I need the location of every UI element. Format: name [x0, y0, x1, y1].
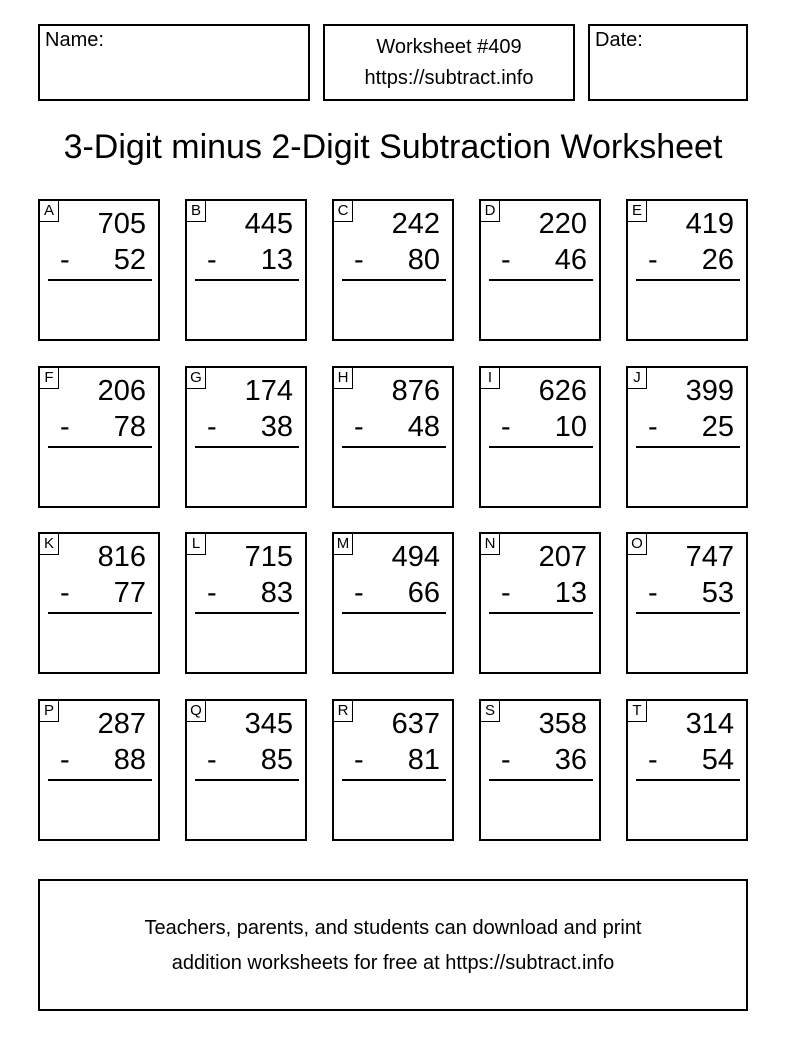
problem-card — [626, 699, 748, 841]
minus-sign: - — [207, 744, 217, 776]
answer-line — [636, 279, 740, 281]
minus-sign: - — [60, 244, 70, 276]
answer-line — [195, 279, 299, 281]
footer-line-1: Teachers, parents, and students can download and print — [144, 917, 642, 939]
problem-card — [626, 199, 748, 341]
problem-letter: M — [333, 533, 353, 555]
answer-line — [636, 612, 740, 614]
answer-line — [636, 779, 740, 781]
minuend: 747 — [685, 541, 734, 573]
minus-sign: - — [648, 577, 658, 609]
worksheet-title: 3-Digit minus 2-Digit Subtraction Worksheet — [63, 128, 723, 166]
minuend: 445 — [244, 208, 293, 240]
problem-card — [185, 366, 307, 508]
minus-sign: - — [354, 577, 364, 609]
subtrahend: 46 — [554, 244, 587, 276]
problem-card — [479, 366, 601, 508]
subtrahend: 77 — [113, 577, 146, 609]
minuend: 626 — [538, 375, 587, 407]
minus-sign: - — [501, 744, 511, 776]
problem-letter: K — [39, 533, 59, 555]
worksheet-number: Worksheet #409 — [376, 36, 522, 58]
subtrahend: 78 — [113, 411, 146, 443]
name-field-box[interactable] — [38, 24, 310, 101]
answer-line — [195, 779, 299, 781]
subtrahend: 53 — [701, 577, 734, 609]
answer-line — [342, 279, 446, 281]
problem-letter: F — [39, 367, 59, 389]
minuend: 715 — [244, 541, 293, 573]
minuend: 816 — [97, 541, 146, 573]
subtrahend: 10 — [554, 411, 587, 443]
minuend: 314 — [685, 708, 734, 740]
minus-sign: - — [60, 744, 70, 776]
answer-line — [48, 446, 152, 448]
subtrahend: 48 — [407, 411, 440, 443]
problem-card — [479, 699, 601, 841]
problem-card — [332, 366, 454, 508]
answer-line — [489, 446, 593, 448]
problem-letter: Q — [186, 700, 206, 722]
subtrahend: 25 — [701, 411, 734, 443]
subtrahend: 26 — [701, 244, 734, 276]
answer-line — [489, 612, 593, 614]
problem-card — [38, 532, 160, 674]
answer-line — [48, 612, 152, 614]
problem-letter: C — [333, 200, 353, 222]
subtrahend: 54 — [701, 744, 734, 776]
problem-letter: L — [186, 533, 206, 555]
answer-line — [342, 446, 446, 448]
minuend: 242 — [391, 208, 440, 240]
problem-letter: N — [480, 533, 500, 555]
answer-line — [342, 612, 446, 614]
minus-sign: - — [207, 577, 217, 609]
subtrahend: 13 — [260, 244, 293, 276]
minus-sign: - — [207, 244, 217, 276]
problem-card — [38, 199, 160, 341]
problem-card — [479, 532, 601, 674]
problem-card — [185, 699, 307, 841]
worksheet-url: https://subtract.info — [364, 67, 534, 89]
problem-card — [185, 532, 307, 674]
subtrahend: 13 — [554, 577, 587, 609]
answer-line — [489, 279, 593, 281]
minuend: 206 — [97, 375, 146, 407]
subtrahend: 80 — [407, 244, 440, 276]
problem-letter: P — [39, 700, 59, 722]
minus-sign: - — [207, 411, 217, 443]
problem-card — [38, 699, 160, 841]
footer-line-2: addition worksheets for free at https://subtract.info — [171, 952, 615, 974]
minus-sign: - — [501, 577, 511, 609]
problem-card — [185, 199, 307, 341]
minuend: 345 — [244, 708, 293, 740]
minuend: 705 — [97, 208, 146, 240]
subtrahend: 52 — [113, 244, 146, 276]
minuend: 287 — [97, 708, 146, 740]
minuend: 358 — [538, 708, 587, 740]
answer-line — [195, 446, 299, 448]
problem-card — [479, 199, 601, 341]
date-field-box[interactable] — [588, 24, 748, 101]
worksheet-info-box — [323, 24, 575, 101]
problem-letter: B — [186, 200, 206, 222]
minuend: 174 — [244, 375, 293, 407]
minuend: 419 — [685, 208, 734, 240]
minuend: 207 — [538, 541, 587, 573]
problem-card — [38, 366, 160, 508]
footer-box — [38, 879, 748, 1011]
problem-letter: A — [39, 200, 59, 222]
problem-letter: T — [627, 700, 647, 722]
subtrahend: 83 — [260, 577, 293, 609]
problem-letter: J — [627, 367, 647, 389]
subtrahend: 81 — [407, 744, 440, 776]
problem-letter: S — [480, 700, 500, 722]
problem-letter: D — [480, 200, 500, 222]
minus-sign: - — [60, 577, 70, 609]
subtrahend: 85 — [260, 744, 293, 776]
problem-letter: E — [627, 200, 647, 222]
minuend: 494 — [391, 541, 440, 573]
answer-line — [342, 779, 446, 781]
minus-sign: - — [60, 411, 70, 443]
minus-sign: - — [648, 411, 658, 443]
subtrahend: 88 — [113, 744, 146, 776]
name-label: Name: — [45, 29, 104, 51]
answer-line — [48, 279, 152, 281]
problem-card — [332, 199, 454, 341]
date-label: Date: — [595, 29, 643, 51]
problem-letter: I — [480, 367, 500, 389]
minuend: 876 — [391, 375, 440, 407]
subtrahend: 36 — [554, 744, 587, 776]
problem-letter: H — [333, 367, 353, 389]
problem-card — [626, 366, 748, 508]
minus-sign: - — [354, 411, 364, 443]
minus-sign: - — [648, 244, 658, 276]
minus-sign: - — [501, 244, 511, 276]
minus-sign: - — [354, 744, 364, 776]
minuend: 399 — [685, 375, 734, 407]
problem-letter: G — [186, 367, 206, 389]
subtrahend: 66 — [407, 577, 440, 609]
subtrahend: 38 — [260, 411, 293, 443]
problem-letter: O — [627, 533, 647, 555]
answer-line — [48, 779, 152, 781]
minuend: 637 — [391, 708, 440, 740]
minus-sign: - — [501, 411, 511, 443]
problem-card — [332, 532, 454, 674]
problem-letter: R — [333, 700, 353, 722]
answer-line — [489, 779, 593, 781]
minus-sign: - — [648, 744, 658, 776]
problem-card — [626, 532, 748, 674]
answer-line — [636, 446, 740, 448]
minus-sign: - — [354, 244, 364, 276]
minuend: 220 — [538, 208, 587, 240]
problem-card — [332, 699, 454, 841]
answer-line — [195, 612, 299, 614]
